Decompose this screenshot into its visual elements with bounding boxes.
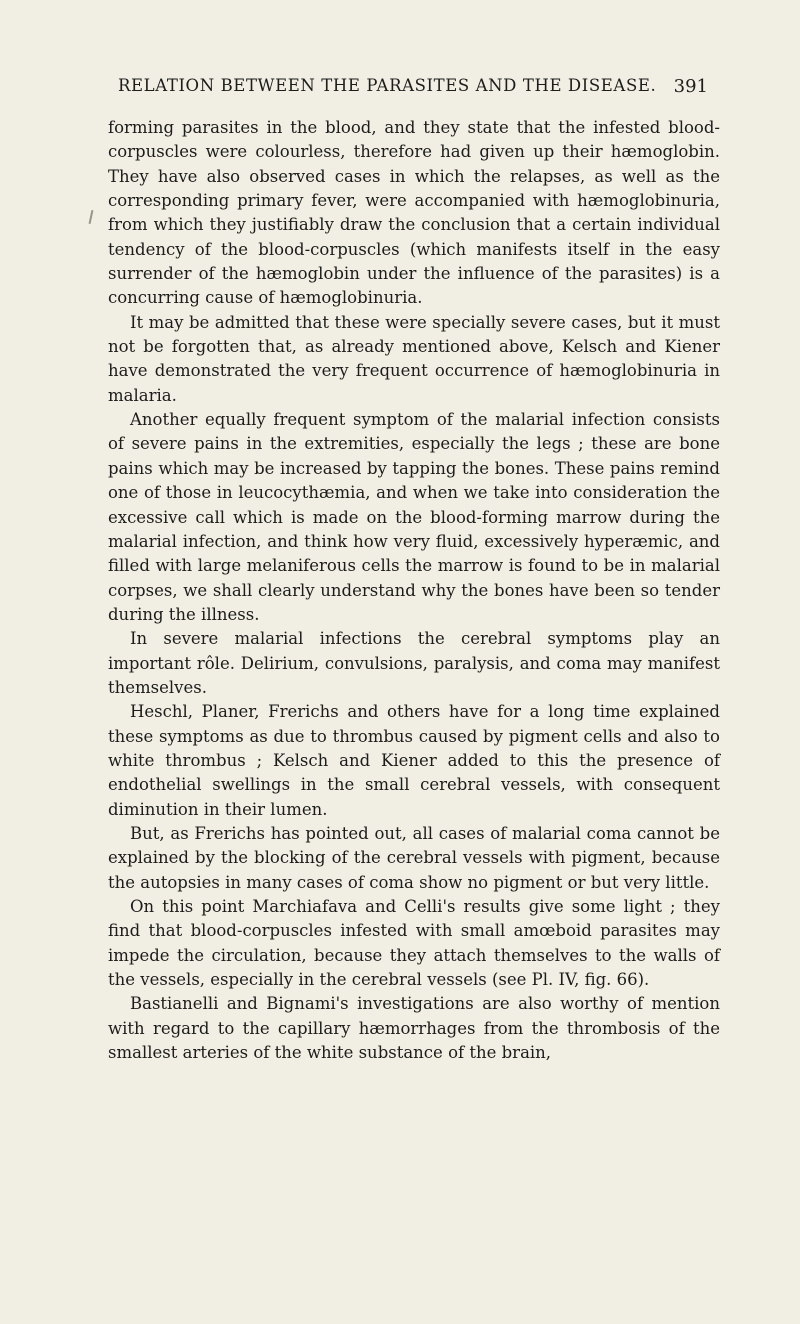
margin-mark (89, 210, 94, 224)
paragraph: Bastianelli and Bignami's investigations are also worthy of mention with regard to the capillary hæmorrhages from the thrombosis of the smallest arteries of the white substance of the brain, (108, 994, 720, 1063)
paragraph: But, as Frerichs has pointed out, all cases of malarial coma cannot be explained by the blocking of the cerebral vessels with pigment, because the autopsies in many cases of coma show no pigment or but very little. (108, 823, 720, 892)
running-head (118, 76, 708, 100)
running-title: RELATION BETWEEN THE PARASITES AND THE DISEASE. (118, 76, 657, 95)
body-text (108, 116, 720, 1065)
paragraph: Another equally frequent symptom of the malarial infection consists of severe pains in the extremities, especially the legs ; these are bone pains which may be increased by tapping the bones. These pains remind one of those in leucocythæmia, and when we take into consideration the excessive call which is made on the blood-forming marrow during the malarial infection, and think how very fluid, excessively hyperæmic, and filled with large melaniferous cells the marrow is found to be in malarial corpses, we shall clearly understand why the bones have been so tender during the illness. (108, 410, 720, 624)
paragraph: Heschl, Planer, Frerichs and others have for a long time explained these symptoms as due to thrombus caused by pigment cells and also to white thrombus ; Kelsch and Kiener added to this the presence of endothelial swellings in the small cerebral vessels, with consequent diminution in their lumen. (108, 702, 720, 819)
paragraph: It may be admitted that these were specially severe cases, but it must not be forgotten that, as already mentioned above, Kelsch and Kiener have demonstrated the very frequent occurrence of hæmoglobinuria in malaria. (108, 312, 720, 405)
paragraph: On this point Marchiafava and Celli's results give some light ; they find that blood-corpuscles infested with small amœboid parasites may impede the circulation, because they attach themselves to the walls of the vessels, especially in the cerebral vessels (see Pl. IV, fig. 66). (108, 897, 720, 990)
paragraph: forming parasites in the blood, and they state that the infested blood-corpuscles were colourless, therefore had given up their hæmoglobin. They have also observed cases in which the relapses, as well as the corresponding primary fever, were accompanied with hæmoglobinuria, from which they justifiably draw the conclusion that a certain individual tendency of the blood-corpuscles (which manifests itself in the easy surrender of the hæmoglobin under the influence of the parasites) is a concurring cause of hæmoglobinuria. (108, 118, 720, 308)
paragraph: In severe malarial infections the cerebral symptoms play an important rôle. Delirium, convulsions, paralysis, and coma may manifest themselves. (108, 629, 720, 697)
page-number: 391 (673, 76, 708, 97)
